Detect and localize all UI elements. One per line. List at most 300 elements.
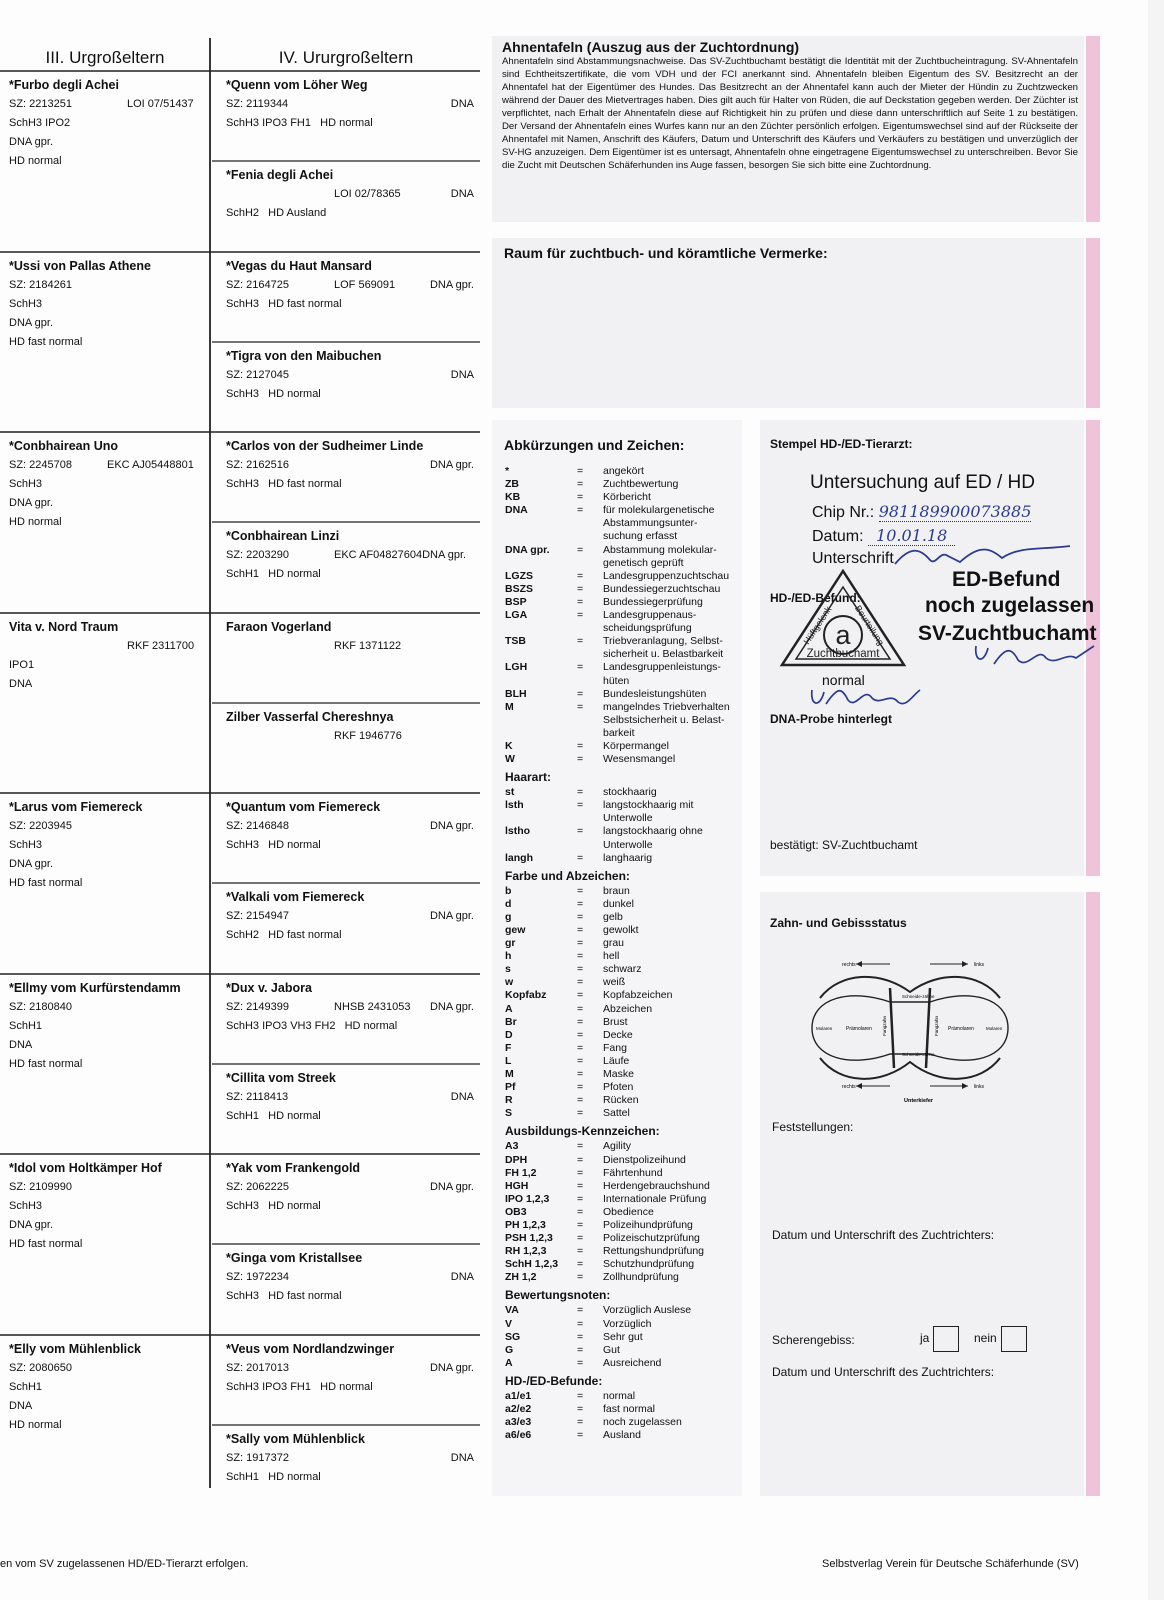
equals-sign: = [577, 465, 584, 477]
seal-right-text: Beurteilung [852, 603, 887, 648]
equals-sign: = [577, 1330, 584, 1343]
abbreviation-row [505, 1403, 745, 1416]
pink-tab [1086, 36, 1100, 222]
abbreviation-key: h [505, 950, 512, 963]
equals-sign: = [577, 884, 584, 897]
col4-header: IV. Ururgroßeltern [278, 48, 414, 67]
equals-sign: = [577, 569, 584, 582]
seal-left-text: Hüftgelenk [801, 604, 834, 647]
ancestor-name: *Elly vom Mühlenblick [9, 1342, 141, 1356]
abbreviation-row [505, 1331, 745, 1344]
ancestor-registry: LOF 569091 [334, 279, 396, 291]
abbreviation-meaning: Vorzüglich Auslese [603, 1304, 692, 1317]
ancestor-detail: SZ: 2180840 [9, 1001, 72, 1013]
col3-ancestor [9, 618, 205, 694]
equals-sign: = [577, 1054, 584, 1067]
abbreviation-key: SchH 1,2,3 [505, 1258, 559, 1271]
ancestor-name: *Valkali vom Fiemereck [226, 890, 365, 904]
equals-sign: = [577, 1389, 584, 1402]
ancestor-detail: SchH3 IPO2 [9, 117, 71, 129]
ancestor-sz: SZ: 2118413 [226, 1091, 289, 1103]
abbreviation-key: Pf [505, 1081, 516, 1094]
equals-sign: = [577, 1205, 584, 1218]
abbreviation-meaning: mangelndes Triebverhalten [603, 700, 730, 713]
ancestor-titles: SchH3 IPO3 FH1 HD normal [226, 1381, 373, 1393]
ancestor-titles: SchH3 HD normal [226, 388, 321, 400]
abbreviation-row [505, 544, 745, 557]
abbreviation-row [505, 1344, 745, 1357]
dna-probe-label: DNA-Probe hinterlegt [770, 712, 893, 726]
abbreviation-meaning: Bundessiegerprüfung [603, 595, 703, 608]
ancestor-dna: DNA gpr. [429, 459, 474, 471]
ja-option[interactable] [920, 1326, 959, 1352]
ancestor-sz: SZ: 2203290 [226, 549, 289, 561]
abbreviation-meaning: Kopfabzeichen [603, 989, 673, 1002]
ancestor-name: *Larus vom Fiemereck [9, 800, 143, 814]
abbreviation-meaning: fast normal [603, 1403, 655, 1415]
ja-checkbox[interactable] [933, 1326, 959, 1352]
abbreviation-meaning: normal [603, 1389, 636, 1402]
abbreviation-meaning: Gut [603, 1343, 620, 1356]
ancestor-name: *Dux v. Jabora [226, 981, 312, 995]
equals-sign: = [577, 609, 584, 622]
abbreviation-meaning: Fang [603, 1041, 627, 1054]
equals-sign: = [577, 635, 584, 648]
abbreviation-meaning: Herdengebrauchshund [603, 1179, 710, 1192]
abbreviation-key: Br [505, 1015, 517, 1028]
raum-title: Raum für zuchtbuch- und köramtliche Vermerke: [504, 245, 828, 261]
normal-stamp: normal [822, 672, 865, 688]
abbreviation-meaning: Internationale Prüfung [603, 1192, 707, 1205]
ancestor-registry: NHSB 2431053 [334, 1001, 411, 1013]
ancestor-name: *Cillita vom Streek [226, 1071, 336, 1085]
ancestor-titles: SchH2 HD Ausland [226, 207, 327, 219]
abbreviation-key: b [505, 884, 512, 897]
abbreviation-key: ZB [505, 478, 519, 491]
abbreviation-row [505, 1416, 745, 1429]
abbreviation-meaning: Selbstsicherheit u. Belast- [603, 713, 725, 726]
abbreviation-meaning: Schutzhundprüfung [603, 1258, 695, 1271]
abbreviation-key: gr [505, 937, 516, 950]
abbreviation-meaning: Sehr gut [603, 1330, 643, 1343]
seal-bottom-text: Zuchtbuchamt [806, 648, 880, 660]
equals-sign: = [577, 825, 584, 838]
equals-sign: = [577, 799, 584, 812]
equals-sign: = [577, 1245, 584, 1258]
col4-ancestor [226, 798, 474, 855]
praemolaren-right: Prämolaren [948, 1026, 974, 1032]
ancestor-detail: DNA gpr. [9, 858, 54, 870]
abbreviation-meaning: stockhaarig [603, 786, 657, 799]
equals-sign: = [577, 543, 584, 556]
ancestor-detail: HD normal [9, 155, 62, 167]
equals-sign: = [577, 1140, 584, 1153]
abbreviation-row [505, 885, 745, 898]
col3-header: III. Urgroßeltern [45, 48, 165, 67]
ancestor-detail: SZ: 2245708 [9, 459, 72, 471]
ancestor-name: *Furbo degli Achei [9, 78, 119, 92]
abbreviation-row [505, 989, 745, 1002]
equals-sign: = [577, 950, 584, 963]
abbreviation-key: s [505, 963, 511, 976]
ancestor-name: *Vegas du Haut Mansard [226, 259, 372, 273]
datum-unterschrift-2: Datum und Unterschrift des Zuchtrichters: [772, 1365, 995, 1379]
abbreviation-row [505, 786, 745, 799]
abbreviation-row [505, 714, 745, 727]
abbreviation-meaning: Abstammungsunter- [603, 517, 698, 530]
col3-ancestor [9, 257, 205, 352]
abbreviation-key: w [505, 976, 514, 989]
abbreviation-row [505, 1245, 745, 1258]
abbreviation-meaning: Brust [603, 1015, 628, 1028]
bestaetigt-label: bestätigt: SV-Zuchtbuchamt [770, 838, 918, 852]
abbreviation-meaning: Maske [603, 1068, 634, 1081]
ancestor-sz: SZ: 1917372 [226, 1452, 289, 1464]
abbreviation-key: K [505, 739, 513, 752]
abbreviation-row [505, 1107, 745, 1120]
equals-sign: = [577, 1015, 584, 1028]
ja-label: ja [920, 1331, 930, 1346]
ancestor-dna: DNA gpr. [429, 1181, 474, 1193]
abbreviation-key: LGH [505, 661, 528, 674]
abbreviation-meaning: Ausland [603, 1429, 641, 1442]
abbreviation-meaning: Obedience [603, 1205, 654, 1218]
equals-sign: = [577, 1028, 584, 1041]
abbreviation-key: VA [505, 1304, 519, 1317]
ancestor-detail: SZ: 2213251 [9, 98, 72, 110]
equals-sign: = [577, 924, 584, 936]
equals-sign: = [577, 1218, 584, 1231]
ancestor-detail: SchH1 [9, 1381, 43, 1393]
untersuchung-label: Untersuchung auf ED / HD [810, 472, 1035, 493]
abbreviation-row [505, 976, 745, 989]
ancestor-detail: SZ: 2203945 [9, 820, 72, 832]
abbreviation-meaning: Bundesleistungshüten [603, 687, 707, 700]
abbreviation-meaning: Decke [603, 1028, 633, 1041]
abbreviation-row [505, 1042, 745, 1055]
abbreviation-section-title: HD-/ED-Befunde: [505, 1373, 603, 1388]
ancestor-registry: LOI 02/78365 [334, 188, 401, 200]
abbreviation-meaning: gelb [603, 910, 623, 923]
abbreviation-meaning: Pfoten [603, 1081, 634, 1094]
abbreviation-meaning: Körbericht [603, 491, 651, 504]
abbreviation-key: lstho [505, 825, 531, 838]
abbreviation-key: LGZS [505, 569, 533, 582]
ancestor-dna: DNA [450, 1091, 474, 1103]
abbreviation-key: a6/e6 [505, 1429, 532, 1442]
abbreviation-row [505, 1193, 745, 1206]
feststellungen-label: Feststellungen: [772, 1120, 854, 1134]
abbreviation-meaning: suchung erfasst [603, 530, 678, 543]
abbreviation-row [505, 478, 745, 491]
ancestor-name: *Ussi von Pallas Athene [9, 259, 151, 273]
equals-sign: = [577, 1041, 584, 1054]
col4-ancestor [226, 708, 474, 765]
abbreviation-key: BLH [505, 687, 527, 700]
ed-befund-stamp: ED-Befund [952, 568, 1061, 591]
equals-sign: = [577, 897, 584, 910]
abbreviation-meaning: Landesgruppenzuchtschau [603, 569, 730, 582]
abbreviation-key: BSP [505, 595, 527, 608]
unterschrift-label: Unterschrift [812, 550, 894, 567]
abbreviation-meaning: Zuchtbewertung [603, 478, 679, 491]
abbreviation-key: PH 1,2,3 [505, 1218, 546, 1231]
ancestor-detail: HD normal [9, 1419, 62, 1431]
links-label-top: links [974, 962, 985, 968]
ancestor-titles: SchH1 HD normal [226, 568, 321, 580]
abbreviation-row [505, 950, 745, 963]
abbreviation-meaning: Agility [603, 1140, 632, 1153]
abbreviation-key: DNA [505, 504, 528, 517]
equals-sign: = [577, 1356, 584, 1369]
abbreviation-row [505, 648, 745, 661]
ancestor-sz: SZ: 2062225 [226, 1181, 289, 1193]
abbreviation-row [505, 688, 745, 701]
col3-ancestor [9, 1340, 205, 1435]
befund-signature [808, 682, 928, 714]
ancestor-detail: SchH3 [9, 839, 43, 851]
ancestor-dna: DNA gpr. [429, 1362, 474, 1374]
abbreviation-key: OB3 [505, 1205, 527, 1218]
equals-sign: = [577, 504, 584, 517]
ancestor-titles: SchH3 HD fast normal [226, 478, 342, 490]
equals-sign: = [577, 1192, 584, 1205]
abbreviation-row [505, 661, 745, 674]
datum-unterschrift-1: Datum und Unterschrift des Zuchtrichters: [772, 1228, 995, 1242]
ancestor-detail: SZ: 2080650 [9, 1362, 72, 1374]
nein-option[interactable] [974, 1326, 1027, 1352]
abbreviation-meaning: langstockhaarig ohne [603, 825, 703, 838]
abbreviation-row [505, 1016, 745, 1029]
zuchtbuchamt-signature [970, 640, 1100, 674]
abbreviation-row [505, 635, 745, 648]
abbreviation-row [505, 675, 745, 688]
abbreviation-meaning: dunkel [603, 897, 634, 910]
ancestor-detail: HD fast normal [9, 1238, 83, 1250]
ancestor-detail: SZ: 2109990 [9, 1181, 72, 1193]
abbreviation-row [505, 1258, 745, 1271]
abbreviation-row [505, 557, 745, 570]
abbreviation-key: FH 1,2 [505, 1166, 537, 1179]
equals-sign: = [577, 595, 584, 608]
col3-ancestor [9, 979, 205, 1074]
ancestor-dna: DNA [450, 369, 474, 381]
col4-ancestor [226, 1069, 474, 1126]
abbreviation-meaning: hüten [603, 674, 630, 687]
zahn-title: Zahn- und Gebissstatus [770, 916, 907, 930]
abbreviation-meaning: angekört [603, 465, 644, 477]
ancestor-detail: SchH3 [9, 478, 43, 490]
abbreviation-row [505, 1232, 745, 1245]
abbreviation-meaning: Rettungshundprüfung [603, 1245, 704, 1258]
abbreviation-key: BSZS [505, 582, 534, 595]
abbreviation-key: A [505, 1002, 513, 1015]
abbreviation-meaning: Polizeischutzprüfung [603, 1232, 700, 1245]
abbreviation-row [505, 839, 745, 852]
equals-sign: = [577, 1429, 584, 1442]
abbreviation-meaning: Landesgruppenleistungs- [603, 661, 721, 674]
col4-ancestor [226, 166, 474, 223]
abbreviation-row [505, 825, 745, 838]
abbreviation-key: R [505, 1094, 513, 1107]
equals-sign: = [577, 1403, 584, 1415]
equals-sign: = [577, 1107, 584, 1120]
rechts-label-top: rechts [842, 962, 856, 968]
stempel-title: Stempel HD-/ED-Tierarzt: [770, 437, 913, 451]
equals-sign: = [577, 1068, 584, 1081]
col4-ancestor [226, 437, 474, 494]
abbreviation-meaning: Triebveranlagung, Selbst- [603, 635, 723, 648]
abbreviation-row [505, 1068, 745, 1081]
abbreviation-row [505, 852, 745, 865]
abbreviation-meaning: Sattel [603, 1107, 630, 1120]
equals-sign: = [577, 1002, 584, 1015]
abbreviation-row [505, 1055, 745, 1068]
abbreviation-row [505, 530, 745, 543]
abbreviation-meaning: Abzeichen [603, 1002, 653, 1015]
abbreviation-key: a2/e2 [505, 1403, 532, 1415]
abbreviation-row [505, 1206, 745, 1219]
ancestor-dna: DNA [450, 1271, 474, 1283]
abbreviation-key: S [505, 1107, 513, 1120]
abbreviation-key: lsth [505, 799, 524, 812]
abbreviation-key: st [505, 786, 515, 799]
ancestor-detail: DNA [9, 1039, 33, 1051]
ancestor-name: *Sally vom Mühlenblick [226, 1432, 365, 1446]
equals-sign: = [577, 1179, 584, 1192]
chip-label: Chip Nr.: [812, 504, 875, 521]
ancestor-titles: SchH3 HD normal [226, 839, 321, 851]
ancestor-sz: SZ: 2164725 [226, 279, 289, 291]
abbreviation-meaning: Läufe [603, 1054, 630, 1067]
ancestor-dna: DNA [450, 188, 474, 200]
scan-edge [1148, 0, 1164, 1600]
ancestor-name: *Quenn vom Löher Weg [226, 78, 368, 92]
abbreviation-row [505, 1029, 745, 1042]
abbreviation-meaning: Abstammung molekular- [603, 543, 717, 556]
abbreviation-meaning: langhaarig [603, 851, 653, 864]
abbreviation-row [505, 1390, 745, 1403]
abbreviation-row [505, 1140, 745, 1153]
abbreviation-meaning: Unterwolle [603, 812, 653, 825]
seal-letter: a [835, 620, 851, 650]
chip-field [812, 502, 1031, 522]
ancestor-titles: SchH1 HD normal [226, 1471, 321, 1483]
equals-sign: = [577, 976, 584, 989]
abbreviation-row [505, 1271, 745, 1284]
abbreviation-row [505, 812, 745, 825]
ancestor-name: *Conbhairean Linzi [226, 529, 340, 543]
abbreviation-row [505, 1081, 745, 1094]
equals-sign: = [577, 910, 584, 923]
col3-ancestor [9, 437, 205, 532]
abbreviation-meaning: gewolkt [603, 924, 639, 936]
unterkiefer-label: Unterkiefer [904, 1098, 934, 1104]
abbreviation-row [505, 799, 745, 812]
ancestor-name: *Tigra von den Maibuchen [226, 349, 382, 363]
ancestor-name: *Veus vom Nordlandzwinger [226, 1342, 395, 1356]
equals-sign: = [577, 1153, 584, 1166]
equals-sign: = [577, 491, 584, 504]
ancestor-registry: EKC AF04827604DNA gpr. [334, 549, 467, 561]
abbreviation-key: * [505, 465, 510, 477]
ancestor-detail: DNA gpr. [9, 317, 54, 329]
noch-zugelassen-stamp: noch zugelassen [925, 594, 1095, 617]
abbreviation-key: SG [505, 1330, 521, 1343]
abbreviation-row [505, 1180, 745, 1193]
abbreviation-key: langh [505, 851, 533, 864]
col4-ancestor [226, 76, 474, 133]
abbreviation-meaning: Körpermangel [603, 739, 669, 752]
abbreviation-meaning: Rücken [603, 1094, 639, 1107]
zuchtbuchamt-seal [776, 565, 910, 675]
datum-value: 10.01.18 [868, 526, 955, 546]
ancestor-registry: EKC AJ05448801 [107, 459, 194, 471]
col4-ancestor [226, 618, 474, 675]
abbreviation-meaning: Fährtenhund [603, 1166, 663, 1179]
abbreviation-row [505, 1429, 745, 1442]
equals-sign: = [577, 687, 584, 700]
equals-sign: = [577, 1166, 584, 1179]
schneidezaehne-top: Schneide-zähne [902, 994, 935, 999]
equals-sign: = [577, 1081, 584, 1094]
equals-sign: = [577, 1416, 584, 1429]
abbreviation-row [505, 1094, 745, 1107]
abbreviation-row [505, 753, 745, 766]
abbreviation-key: a3/e3 [505, 1416, 532, 1429]
col3-ancestor [9, 1159, 205, 1254]
abbreviation-key: PSH 1,2,3 [505, 1232, 553, 1245]
equals-sign: = [577, 478, 584, 491]
abbreviation-row [505, 1304, 745, 1317]
ancestor-detail: SchH3 [9, 1200, 43, 1212]
datum-label: Datum: [812, 528, 864, 545]
col4-ancestor [226, 1430, 474, 1487]
abbreviation-row [505, 1154, 745, 1167]
abbreviation-key: DNA gpr. [505, 543, 550, 556]
col4-ancestor [226, 1159, 474, 1216]
col4-ancestor [226, 257, 474, 314]
scherengebiss-label: Scherengebiss: [772, 1333, 855, 1347]
vet-signature [890, 538, 1080, 572]
molaren-left: Molaren [816, 1026, 833, 1031]
hd-ed-befund-label: HD-/ED-Befund: [770, 591, 861, 605]
ancestor-name: *Idol vom Holtkämper Hof [9, 1161, 162, 1175]
ancestor-detail: DNA gpr. [9, 1219, 54, 1231]
col4-ancestor [226, 1340, 474, 1397]
abbreviation-section-title: Ausbildungs-Kennzeichen: [505, 1124, 660, 1139]
ancestor-name: Faraon Vogerland [226, 620, 332, 634]
ancestor-sz: SZ: 2154947 [226, 910, 289, 922]
ancestor-dna: DNA gpr. [429, 1001, 474, 1013]
abbreviation-row [505, 609, 745, 622]
nein-checkbox[interactable] [1001, 1326, 1027, 1352]
abbreviation-row [505, 727, 745, 740]
abbreviations-list [505, 465, 745, 1442]
ancestor-detail: SZ: 2184261 [9, 279, 72, 291]
equals-sign: = [577, 1304, 584, 1317]
abbreviation-key: D [505, 1028, 513, 1041]
abbreviation-meaning: Vorzüglich [603, 1317, 652, 1330]
equals-sign: = [577, 937, 584, 950]
ancestor-dna: DNA [450, 98, 474, 110]
footer-left: en vom SV zugelassenen HD/ED-Tierarzt erfolgen. [0, 1558, 249, 1570]
praemolaren-left: Prämolaren [846, 1026, 872, 1032]
abbreviation-row [505, 963, 745, 976]
ancestor-registry: RKF 2311700 [127, 640, 195, 652]
ancestor-detail: HD fast normal [9, 336, 83, 348]
ancestor-dna: DNA gpr. [429, 820, 474, 832]
